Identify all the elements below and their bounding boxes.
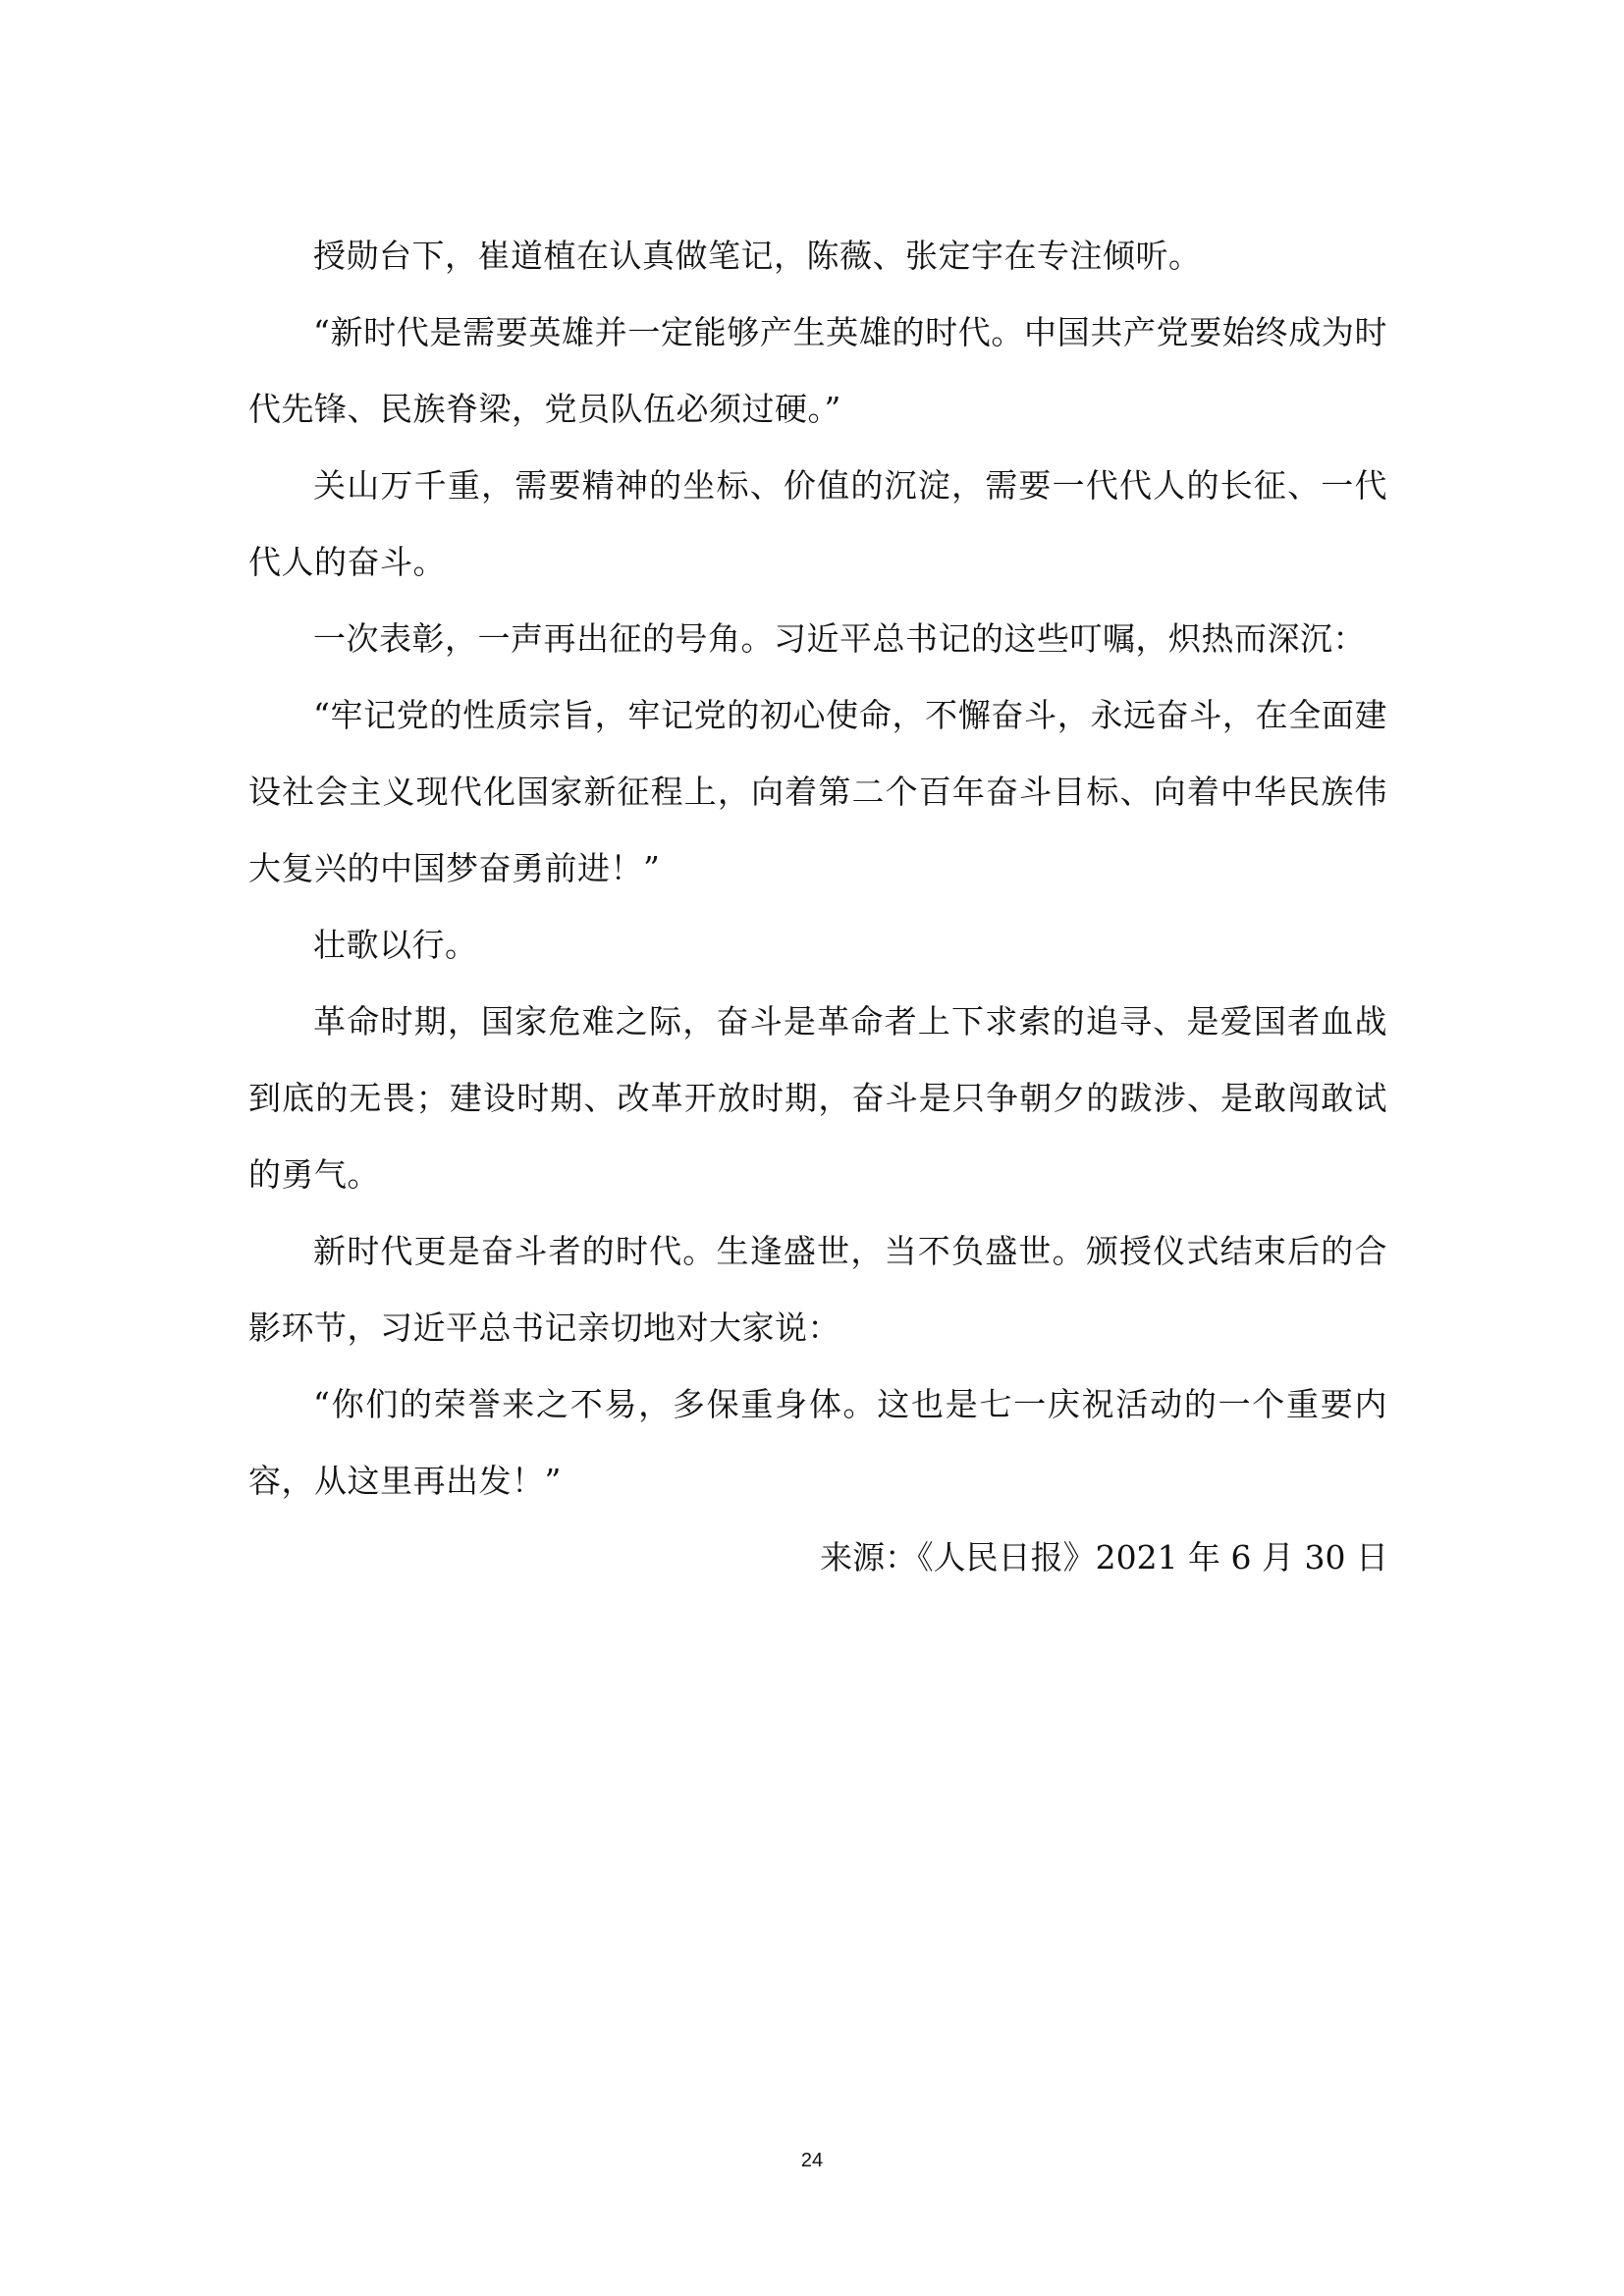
paragraph: 新时代更是奋斗者的时代。生逢盛世，当不负盛世。颁授仪式结束后的合影环节，习近平总书记亲切地对大家说： <box>248 1232 1387 1347</box>
page-number: 24 <box>800 2150 824 2171</box>
article-body <box>248 218 1387 1520</box>
paragraph: 革命时期，国家危难之际，奋斗是革命者上下求索的追寻、是爱国者血战到底的无畏；建设时期、改革开放时期，奋斗是只争朝夕的跋涉、是敢闯敢试的勇气。 <box>248 1002 1387 1194</box>
paragraph: 壮歌以行。 <box>313 926 478 964</box>
paragraph: 一次表彰，一声再出征的号角。习近平总书记的这些叮嘱，炽热而深沉： <box>313 619 1366 658</box>
quote-paragraph: “你们的荣誉来之不易，多保重身体。这也是七一庆祝活动的一个重要内容，从这里再出发！” <box>248 1385 1387 1500</box>
paragraph: 关山万千重，需要精神的坐标、价值的沉淀，需要一代代人的长征、一代代人的奋斗。 <box>248 466 1387 581</box>
quote-paragraph: “新时代是需要英雄并一定能够产生英雄的时代。中国共产党要始终成为时代先锋、民族脊梁，党员队伍必须过硬。” <box>248 313 1387 428</box>
quote-paragraph: “牢记党的性质宗旨，牢记党的初心使命，不懈奋斗，永远奋斗，在全面建设社会主义现代化国家新征程上，向着第二个百年奋斗目标、向着中华民族伟大复兴的中国梦奋勇前进！” <box>248 696 1387 887</box>
source-citation: 来源：《人民日报》2021 年 6 月 30 日 <box>820 1538 1388 1576</box>
paragraph: 授勋台下，崔道植在认真做笔记，陈薇、张定宇在专注倾听。 <box>313 237 1202 275</box>
